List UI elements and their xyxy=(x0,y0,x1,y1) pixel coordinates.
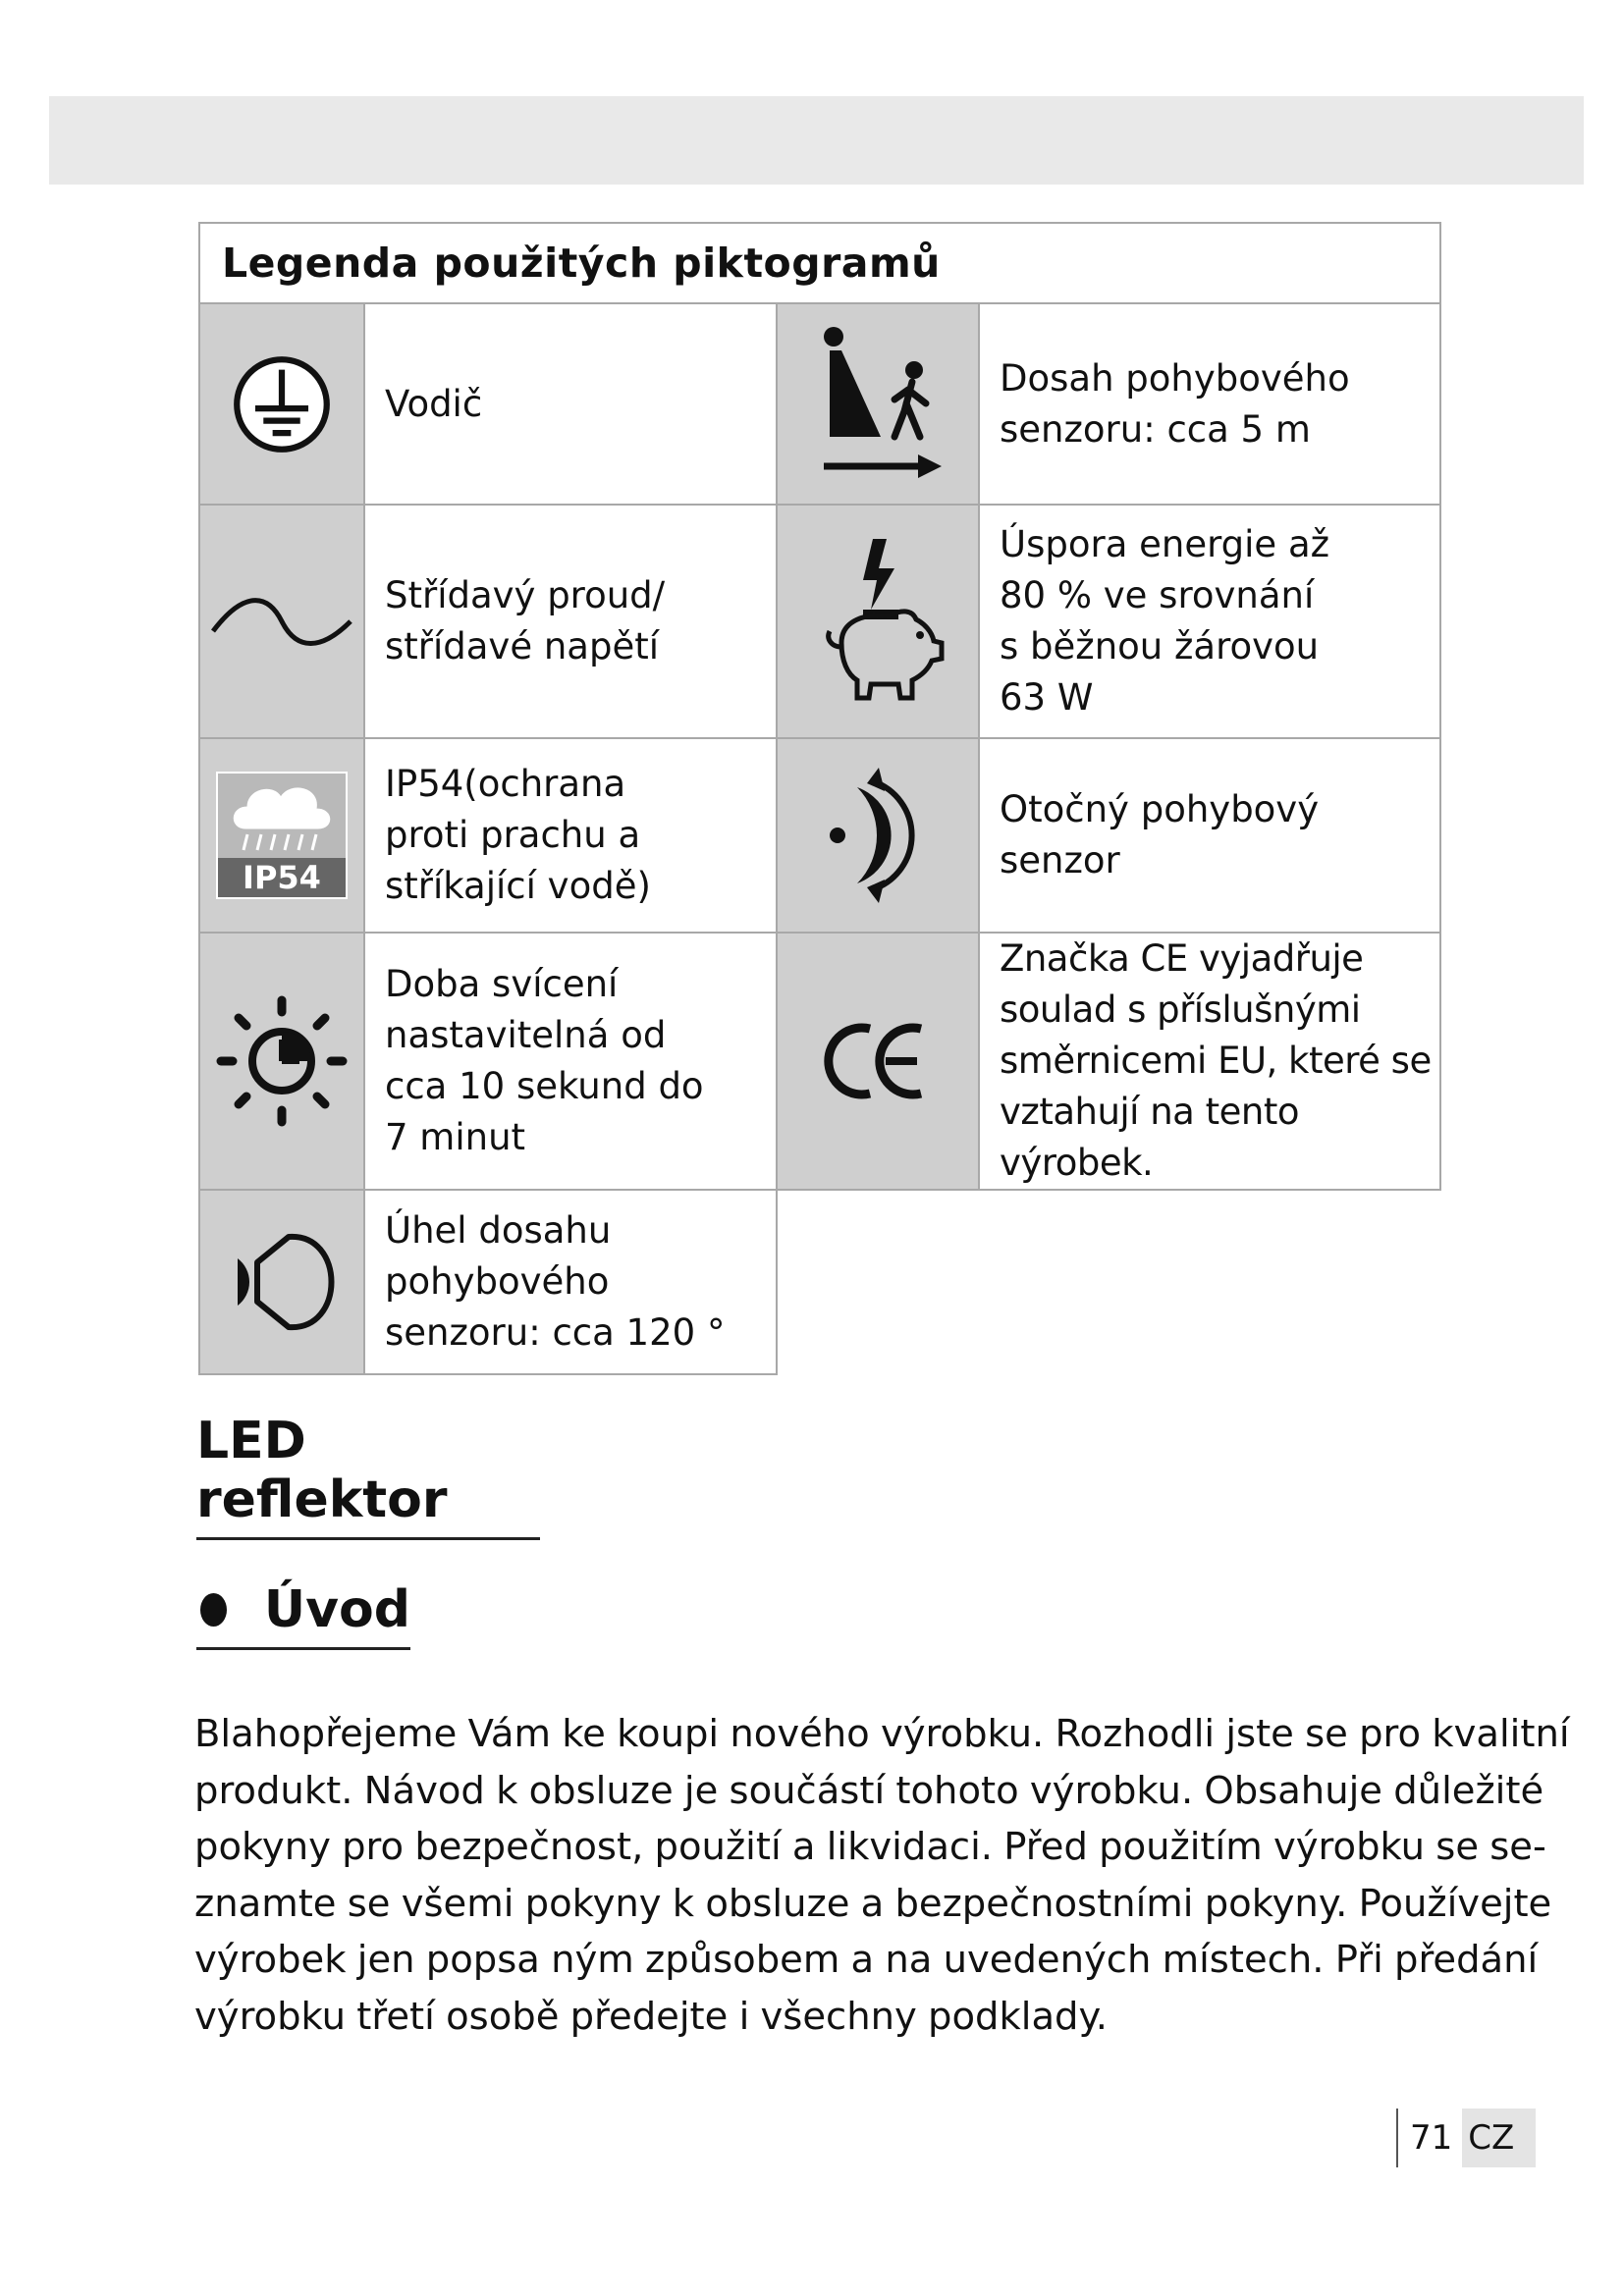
legend-line: Dosah pohybového xyxy=(1000,356,1350,400)
legend-text-cell xyxy=(979,738,1440,933)
legend-icon-cell xyxy=(199,738,364,933)
legend-text-cell xyxy=(364,1190,777,1374)
header-bar xyxy=(49,96,1584,185)
legend-text-cell xyxy=(364,738,777,933)
ce-mark-icon xyxy=(819,1017,937,1105)
intro-line: znamte se všemi pokyny k obsluze a bezpečnostními pokyny. Používejte xyxy=(194,1881,1552,1926)
intro-line: výrobek jen popsa ným způsobem a na uvedených místech. Při předání xyxy=(194,1938,1539,1982)
detection-angle-icon xyxy=(218,1223,346,1341)
legend-text-cell xyxy=(979,933,1440,1190)
legend-line: proti prachu a xyxy=(385,814,641,856)
legend-title: Legenda použitých piktogramů xyxy=(199,223,1440,303)
language-code: CZ xyxy=(1462,2109,1536,2167)
legend-text-cell xyxy=(364,933,777,1190)
page-footer xyxy=(1396,2109,1536,2167)
intro-paragraph xyxy=(194,1706,1570,2045)
intro-heading-text: Úvod xyxy=(263,1580,410,1639)
pictogram-legend-table xyxy=(198,222,1441,1375)
intro-line: produkt. Návod k obsluze je součástí tohoto výrobku. Obsahuje důležité xyxy=(194,1768,1544,1813)
legend-icon-cell xyxy=(777,303,979,505)
legend-icon-cell xyxy=(777,505,979,738)
legend-line: Značka CE vyjadřuje xyxy=(1000,937,1364,980)
legend-line: vztahují na tento výrobek. xyxy=(1000,1091,1299,1184)
legend-line: střídavé napětí xyxy=(385,625,660,667)
page-number: 71 xyxy=(1410,2118,1453,2158)
legend-icon-cell xyxy=(777,933,979,1190)
legend-line: Úspora energie až xyxy=(1000,523,1330,565)
alternating-current-icon xyxy=(208,592,355,651)
legend-line: směrnicemi EU, které se xyxy=(1000,1040,1432,1082)
legend-text-cell xyxy=(364,505,777,738)
ip54-icon xyxy=(216,772,348,899)
legend-line: 80 % ve srovnání xyxy=(1000,574,1315,616)
legend-line: 7 minut xyxy=(385,1116,526,1158)
legend-line: nastavitelná od xyxy=(385,1014,667,1056)
legend-line: senzoru: cca 5 m xyxy=(1000,407,1311,451)
legend-line: pohybového xyxy=(385,1260,610,1303)
legend-line: 63 W xyxy=(1000,676,1094,719)
intro-line: výrobku třetí osobě předejte i všechny podklady. xyxy=(194,1994,1109,2039)
intro-line: Blahopřejeme Vám ke koupi nového výrobku. Rozhodli jste se pro kvalitní xyxy=(194,1712,1570,1756)
legend-text-cell xyxy=(979,505,1440,738)
legend-line: stříkající vodě) xyxy=(385,865,651,907)
legend-icon-cell xyxy=(777,738,979,933)
motion-range-icon xyxy=(804,321,951,488)
legend-line: Vodič xyxy=(385,382,483,425)
legend-line: Úhel dosahu xyxy=(385,1209,612,1252)
legend-line: Doba svícení xyxy=(385,963,619,1005)
legend-line: cca 10 sekund do xyxy=(385,1065,704,1107)
intro-line: pokyny pro bezpečnost, použití a likvidaci. Před použitím výrobku se se- xyxy=(194,1825,1546,1869)
legend-line: Střídavý proud/ xyxy=(385,574,666,616)
rotating-sensor-icon xyxy=(814,762,942,909)
bullet-icon xyxy=(200,1593,227,1627)
legend-line: IP54(ochrana xyxy=(385,763,626,805)
legend-text-cell xyxy=(364,303,777,505)
intro-heading xyxy=(196,1580,410,1650)
footer-divider xyxy=(1396,2109,1398,2167)
legend-icon-cell xyxy=(199,505,364,738)
product-heading: LED reflektor xyxy=(196,1412,540,1540)
ip54-badge: IP54 xyxy=(218,858,346,897)
legend-line: s běžnou žárovou xyxy=(1000,625,1320,667)
legend-icon-cell xyxy=(199,303,364,505)
ground-icon xyxy=(231,353,333,455)
energy-saving-piggy-icon xyxy=(804,533,951,710)
legend-text-cell xyxy=(979,303,1440,505)
legend-icon-cell xyxy=(199,1190,364,1374)
light-timer-icon xyxy=(213,992,351,1130)
legend-line: Otočný pohybový senzor xyxy=(1000,788,1320,881)
legend-icon-cell xyxy=(199,933,364,1190)
legend-line: senzoru: cca 120 ° xyxy=(385,1311,726,1354)
legend-line: soulad s příslušnými xyxy=(1000,988,1361,1031)
legend-empty-cell xyxy=(777,1190,1440,1374)
